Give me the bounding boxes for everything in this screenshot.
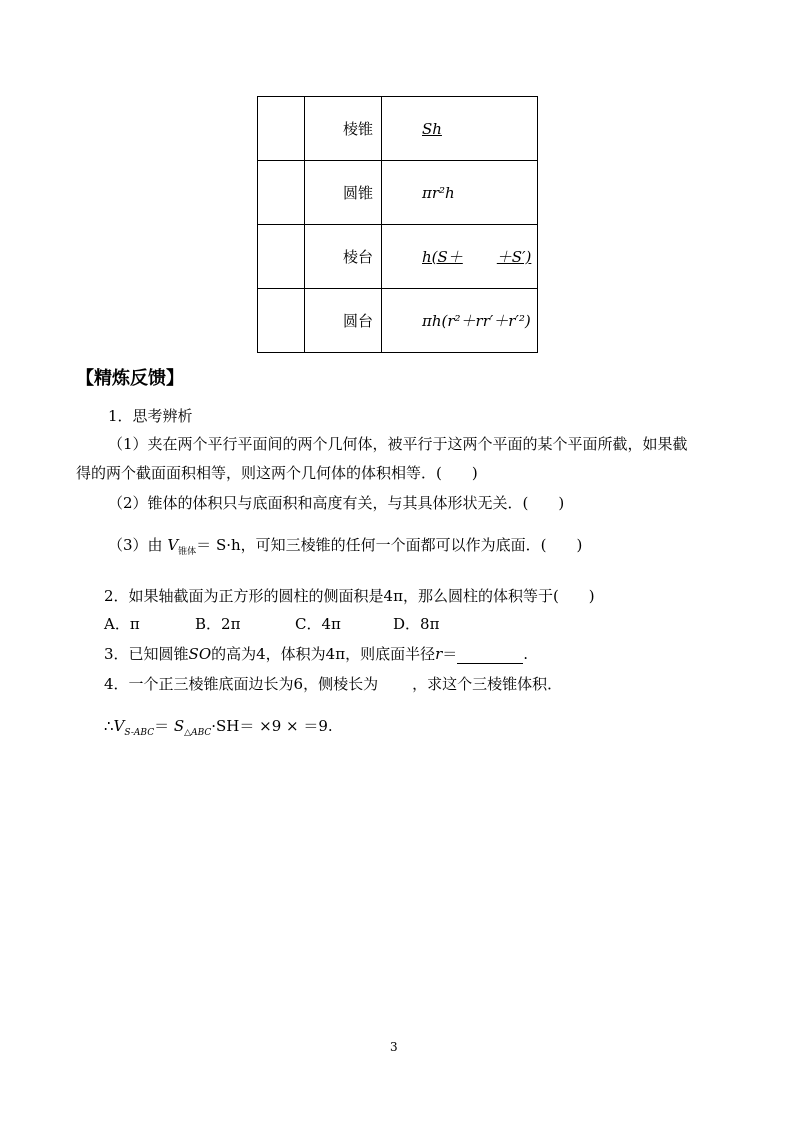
solid-name: 棱台 [305, 225, 382, 289]
table-row [258, 97, 538, 161]
solid-name: 棱锥 [305, 97, 382, 161]
statement-3: （3）由 $V_{锥体}= S\cdot h$，可知三棱锥的任何一个面都可以作为底面．( ) [108, 536, 583, 557]
volume-formula-table [257, 96, 538, 353]
table-row [258, 289, 538, 353]
volume-formula: πh(r²＋rr′＋r′²) [382, 289, 538, 353]
page-number: 3 [390, 1040, 398, 1054]
statement-1-line-2: 得的两个截面面积相等，则这两个几何体的体积相等．( ) [76, 464, 478, 482]
question-2-stem: 2．如果轴截面为正方形的圆柱的侧面积是4π，那么圆柱的体积等于( ) [104, 587, 595, 605]
statement-1-line-1: （1）夹在两个平行平面间的两个几何体，被平行于这两个平面的某个平面所截，如果截 [108, 435, 688, 453]
solution-line: $\therefore V_{S-ABC}= S_{\triangle ABC}\cdot SH= \times 9 \times =9$. [104, 717, 333, 738]
option-a: A．π [104, 615, 140, 633]
question-4: 4．一个正三棱锥底面边长为6，侧棱长为 ，求这个三棱锥体积． [104, 675, 563, 693]
section-title: 【精炼反馈】 [76, 368, 184, 389]
question-1-title: 1．思考辨析 [108, 407, 193, 425]
table-row [258, 225, 538, 289]
solid-name: 圆台 [305, 289, 382, 353]
option-d: D．8π [393, 615, 440, 633]
answer-blank[interactable] [457, 647, 523, 664]
volume-formula: h(S＋ ＋S′) [382, 225, 538, 289]
solid-name: 圆锥 [305, 161, 382, 225]
option-c: C．4π [295, 615, 341, 633]
statement-2: （2）锥体的体积只与底面积和高度有关，与其具体形状无关．( ) [108, 494, 565, 512]
volume-formula: πr²h [382, 161, 538, 225]
volume-formula: Sh [382, 97, 538, 161]
option-b: B．2π [195, 615, 241, 633]
table-row [258, 161, 538, 225]
question-3: 3．已知圆锥SO的高为4，体积为4π，则底面半径r＝ . [104, 645, 529, 663]
